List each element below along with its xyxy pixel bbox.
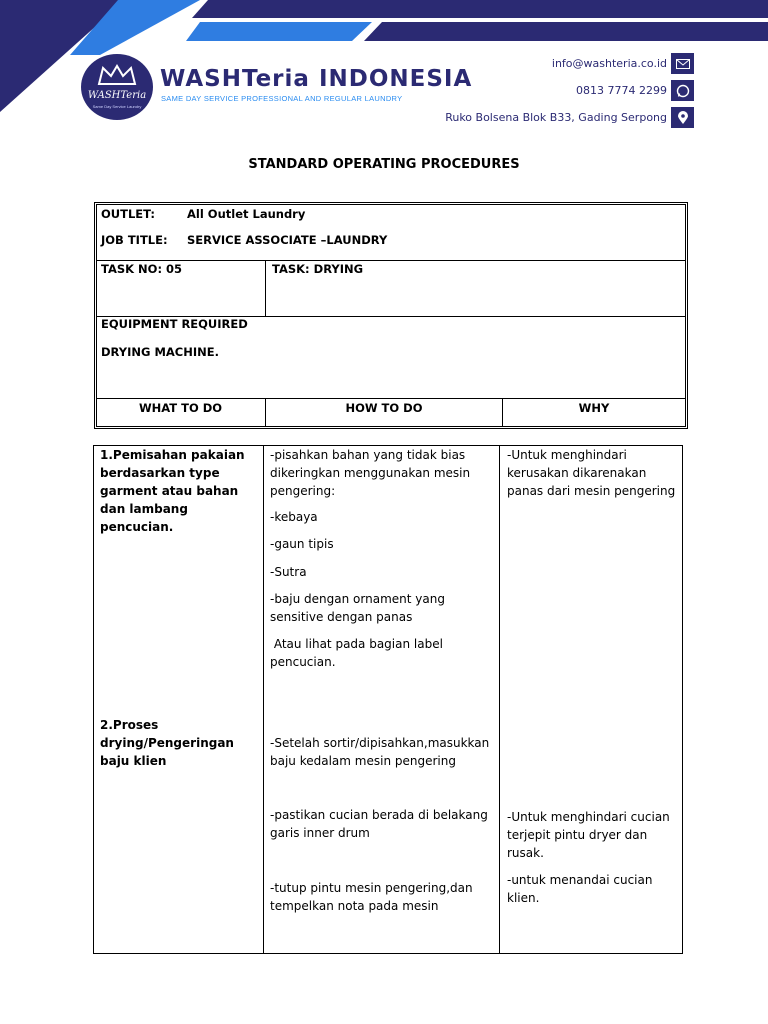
document-title: STANDARD OPERATING PROCEDURES [248,157,520,172]
step-how-6: Atau lihat pada bagian label pencucian. [270,637,447,669]
outlet-label: OUTLET: [101,207,155,221]
step-what-2: 2.Proses drying/Pengeringan baju klien [100,718,234,768]
outlet-value: All Outlet Laundry [187,207,306,221]
job-title-value: SERVICE ASSOCIATE –LAUNDRY [187,233,388,247]
crown-icon [97,64,137,86]
logo-wordmark: WASHTeria [87,90,147,101]
whatsapp-icon [671,80,694,101]
mail-icon [671,53,694,74]
brand-tagline: SAME DAY SERVICE PROFESSIONAL AND REGULAR LAUNDRY [161,94,403,103]
logo-tagline: Same Day Service Laundry [92,104,142,109]
step-what-1: 1.Pemisahan pakaian berdasarkan type garment atau bahan dan lambang pencucian. [100,448,245,534]
step-how-3: -gaun tipis [270,537,334,551]
divider [96,398,685,399]
task-number: TASK NO: 05 [101,262,183,276]
contact-phone[interactable]: 0813 7774 2299 [576,84,667,97]
col-header-why: WHY [578,401,610,415]
brand-name: WASHTeria INDONESIA [160,66,473,92]
step-why-3: -untuk menandai cucian klien. [507,873,653,905]
step-how-2: -kebaya [270,510,318,524]
step-why-1: -Untuk menghindari kerusakan dikarenakan panas dari mesin pengering [507,448,676,498]
equipment-value: DRYING MACHINE. [101,345,219,359]
divider [499,445,500,953]
contact-email[interactable]: info@washteria.co.id [551,57,667,70]
divider [263,445,264,953]
col-header-how: HOW TO DO [345,401,423,415]
step-how-1: -pisahkan bahan yang tidak bias dikeringkan menggunakan mesin pengering: [270,448,471,498]
step-why-2: -Untuk menghindari cucian terjepit pintu dryer dan rusak. [507,810,670,860]
divider [265,260,266,316]
step-how-7: -Setelah sortir/dipisahkan,masukkan baju kedalam mesin pengering [270,736,490,768]
task-name: TASK: DRYING [272,262,364,276]
divider [96,260,685,261]
step-how-5: -baju dengan ornament yang sensitive dengan panas [270,592,445,624]
location-pin-icon [671,107,694,128]
step-how-8: -pastikan cucian berada di belakang garis inner drum [270,808,488,840]
col-header-what: WHAT TO DO [138,401,223,415]
equipment-label: EQUIPMENT REQUIRED [101,317,248,331]
step-how-9: -tutup pintu mesin pengering,dan tempelkan nota pada mesin [270,881,473,913]
step-how-4: -Sutra [270,565,307,579]
contact-address: Ruko Bolsena Blok B33, Gading Serpong [445,111,667,124]
job-title-label: JOB TITLE: [101,233,168,247]
